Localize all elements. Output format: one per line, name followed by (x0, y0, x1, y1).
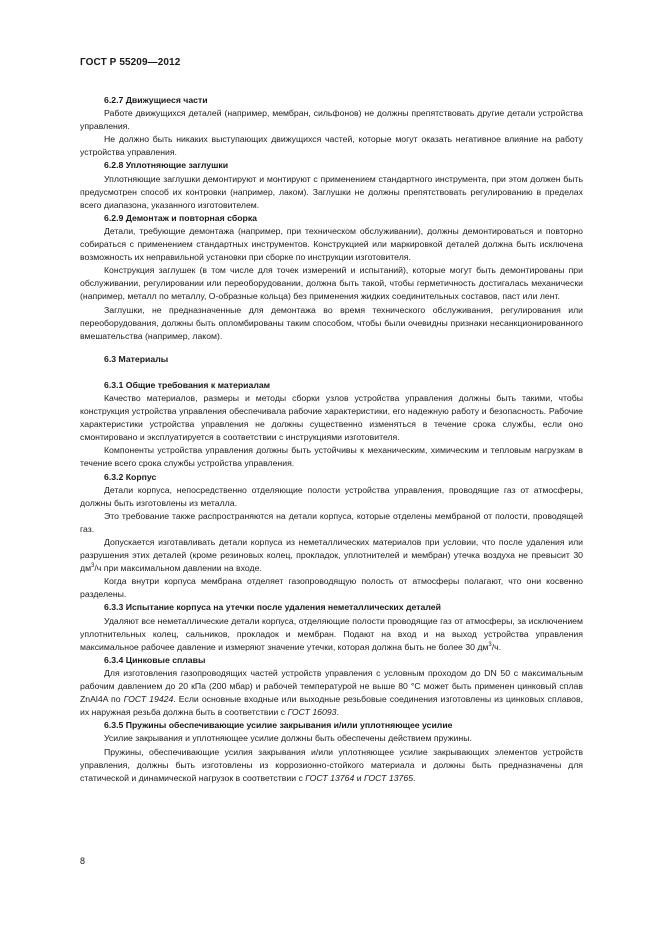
standard-reference: ГОСТ 16093 (287, 707, 337, 718)
paragraph: Компоненты устройства управления должны быть устойчивы к механическим, химическим и тепловым нагрузкам в течение всего срока службы устройства управления. (80, 445, 583, 469)
page-number: 8 (80, 856, 86, 866)
text-span: Допускается изготавливать детали корпуса из неметаллических материалов при условии, что после удаления или разрушения этих деталей (кроме резиновых колец, прокладок, уплотнителей и мембран) утечка воздуха не превысит 30 дм (80, 537, 583, 574)
superscript: 3 (91, 563, 95, 570)
text-span: . (336, 707, 339, 718)
paragraph: Детали, требующие демонтажа (например, при техническом обслуживании), должны демонтироваться и повторно собираться с применением стандартных инструментов. Конструкцией или маркировкой деталей должна быть исключена возможность их неправильной установки при сборке по инструкции изготовителя. (80, 225, 583, 263)
text-span: . (413, 772, 416, 783)
section-heading-6-3-3: 6.3.3 Испытание корпуса на утечки после удаления неметаллических деталей (104, 602, 441, 613)
paragraph (80, 667, 583, 719)
paragraph (80, 536, 583, 575)
paragraph: Это требование также распространяются на детали корпуса, которые отделены мембраной от полости, проводящей газ. (80, 510, 583, 534)
section-heading-6-2-7: 6.2.7 Движущиеся части (104, 95, 208, 105)
paragraph: Не должно быть никаких выступающих движущихся частей, которые могут оказать негативное влияние на работу устройства управления. (80, 134, 583, 158)
paragraph: Детали корпуса, непосредственно отделяющие полости устройства управления, проводящие газ от атмосферы, должны быть изготовлены из металла. (80, 484, 583, 508)
paragraph (80, 615, 583, 654)
section-heading-6-3-5: 6.3.5 Пружины обеспечивающие усилие закрывания и/или уплотняющее усилие (104, 720, 453, 731)
section-heading-6-3-1: 6.3.1 Общие требования к материалам (104, 379, 271, 390)
section-heading-6-2-9: 6.2.9 Демонтаж и повторная сборка (104, 212, 257, 223)
standard-reference: ГОСТ 13765 (363, 772, 414, 783)
section-heading-6-2-8: 6.2.8 Уплотняющие заглушки (104, 160, 229, 171)
paragraph: Качество материалов, размеры и методы сборки узлов устройства управления должны быть такими, чтобы конструкция устройства управления обеспечивала рабочие характеристики, его надежную работу и безопасность. Рабочие характеристики устройства управления не должны существенно изменяться в течение срока службы, если оно смонтировано и эксплуатируется в соответствии с инструкциями изготовителя. (80, 392, 583, 443)
section-heading-6-3: 6.3 Материалы (104, 353, 169, 364)
paragraph: Уплотняющие заглушки демонтируют и монтируют с применением стандартного инструмента, при этом должен быть предусмотрен способ их контровки (например, лаком). Заглушки не должны препятствовать регулированию в пределах всего диапазона, указанного изготовителем. (80, 173, 583, 210)
text-span: и (354, 772, 364, 783)
paragraph (80, 746, 583, 785)
text-span: Для изготовления газопроводящих частей устройств управления с условным проходом до DN 50 с максимальным рабочим давлением до 20 кПа (200 мбар) и рабочей температурой не выше 80 °С может быть применен цинковый сплав ZnAl4A по (80, 667, 583, 705)
text-span: Удаляют все неметаллические детали корпуса, отделяющие полости проводящие газ от атмосферы, за исключением уплотнительных колец, сальников, прокладок и мембран. Подают на вход и на выход устройства управления максимальное рабочее давление и измеряют значение утечки, которая должна быть не более 30 дм (80, 615, 583, 652)
text-span: /ч при максимальном давлении на входе. (94, 563, 262, 574)
section-heading-6-3-2: 6.3.2 Корпус (104, 471, 157, 482)
paragraph: Конструкция заглушек (в том числе для точек измерений и испытаний), которые могут быть демонтированы при обслуживании, регулировании или переоборудовании, должна быть такой, чтобы герметичность достигалась механически (например, металл по металлу, О-образные кольца) без применения жидких соединительных составов, паст или лент. (80, 265, 583, 302)
paragraph: Когда внутри корпуса мембрана отделяет газопроводящую полость от атмосферы полагают, что они косвенно разделены. (80, 576, 583, 600)
text-span: /ч. (491, 641, 502, 652)
paragraph: Усилие закрывания и уплотняющее усилие должны быть обеспечены действием пружины. (104, 733, 472, 744)
paragraph: Работе движущихся деталей (например, мембран, сильфонов) не должны препятствовать другие детали устройства управления. (80, 108, 583, 132)
standard-reference: ГОСТ 19424 (123, 694, 174, 705)
text-span: Пружины, обеспечивающие усилия закрывания и/или уплотняющее усилие закрывающих элементов устройств управления, должны быть изготовлены из коррозионно-стойкого материала и должны быть предназначены для статической и динамической нагрузок в соответствии с (80, 746, 583, 783)
superscript: 3 (488, 641, 492, 648)
text-span: . Если основные входные или выходные резьбовые соединения изготовлены из цинковых сплавов, их наружная резьба должна быть в соответствии с (80, 694, 583, 718)
document-body (80, 94, 583, 785)
document-header: ГОСТ Р 55209—2012 (80, 57, 181, 68)
section-heading-6-3-4: 6.3.4 Цинковые сплавы (104, 654, 206, 665)
standard-reference: ГОСТ 13764 (305, 772, 355, 783)
paragraph: Заглушки, не предназначенные для демонтажа во время технического обслуживания, регулирования или переоборудования, должны быть опломбированы таким способом, чтобы были очевидны признаки несанкционированного вмешательства (например, лаком). (80, 304, 583, 341)
